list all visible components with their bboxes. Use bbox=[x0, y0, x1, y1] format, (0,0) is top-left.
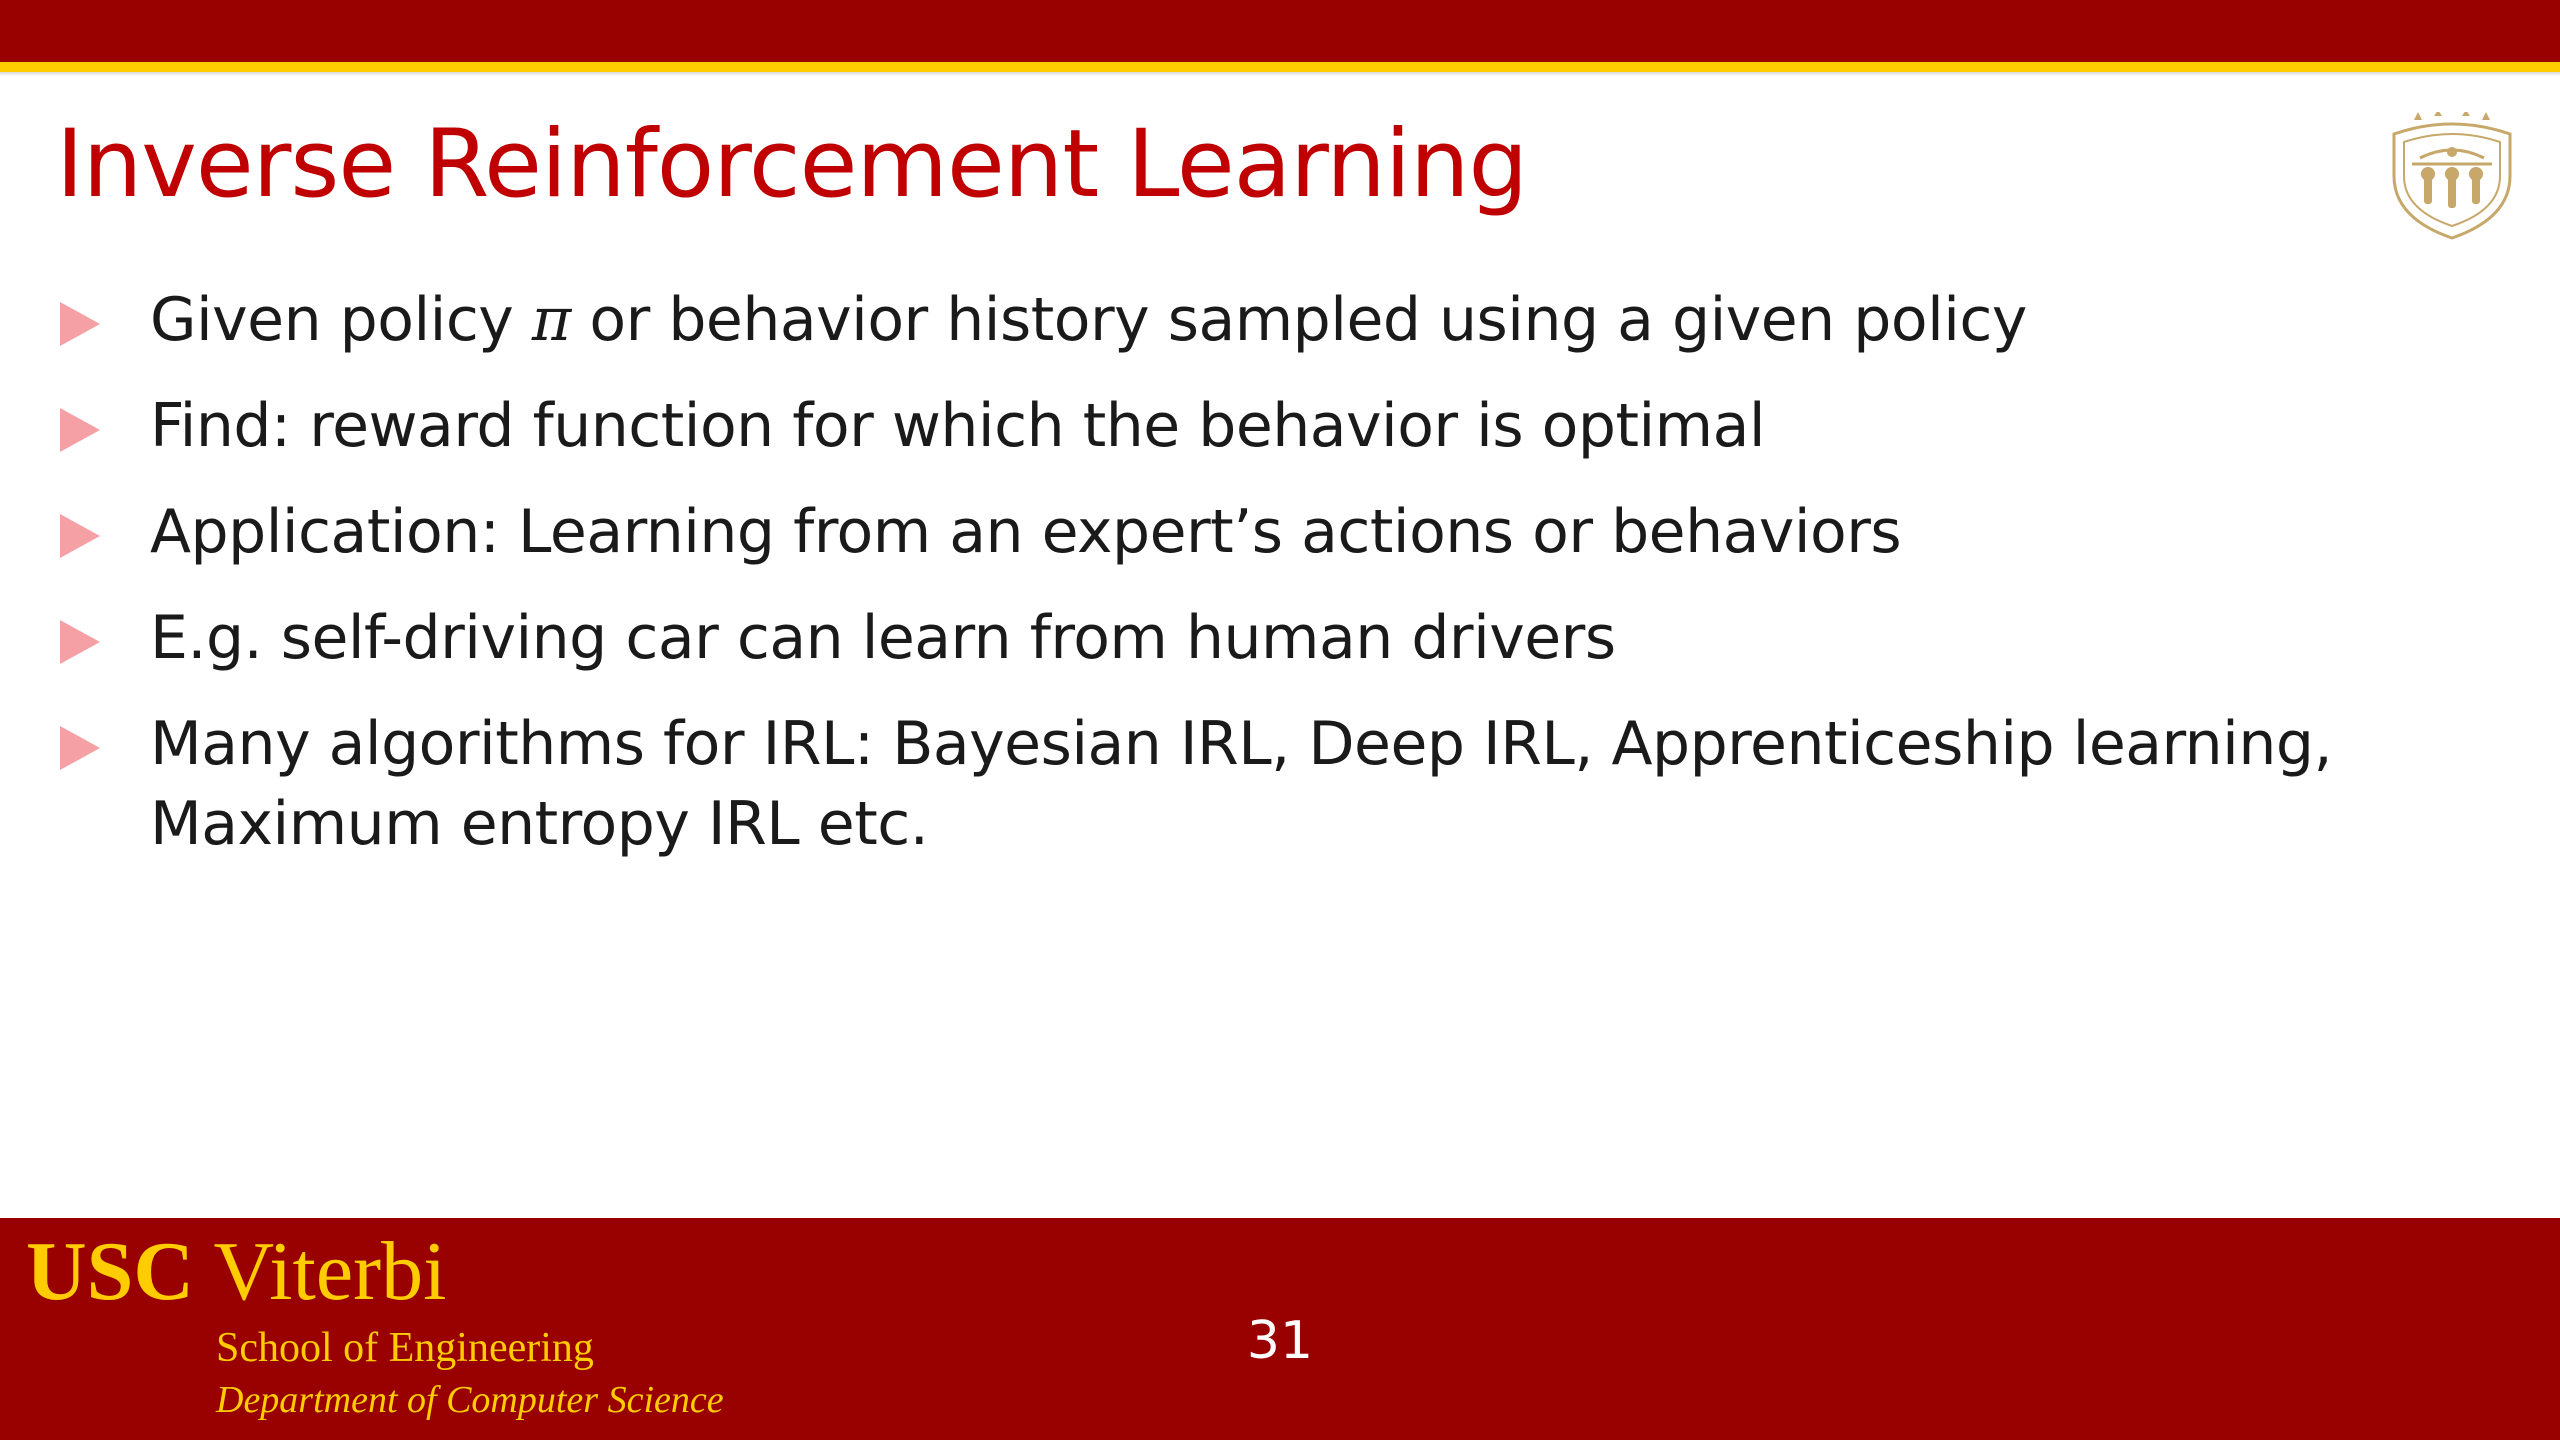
slide-title: Inverse Reinforcement Learning bbox=[56, 110, 1528, 219]
triangle-bullet-icon bbox=[60, 408, 100, 452]
usc-seal-icon bbox=[2384, 112, 2520, 242]
bullet-text: Given policy bbox=[150, 285, 532, 355]
bullet-list bbox=[56, 280, 2496, 890]
logo-usc-text: USC bbox=[26, 1225, 195, 1318]
header-stripe-shadow bbox=[0, 72, 2560, 76]
triangle-bullet-icon bbox=[60, 620, 100, 664]
bullet-item bbox=[56, 704, 2496, 864]
pi-symbol: π bbox=[531, 285, 571, 355]
triangle-bullet-icon bbox=[60, 726, 100, 770]
bullet-item bbox=[56, 598, 2496, 678]
bullet-item bbox=[56, 492, 2496, 572]
bullet-text: E.g. self-driving car can learn from human drivers bbox=[150, 603, 1616, 673]
bullet-text: Maximum entropy IRL etc. bbox=[150, 789, 929, 859]
page-number: 31 bbox=[1246, 1311, 1314, 1371]
bullet-item bbox=[56, 386, 2496, 466]
usc-viterbi-logo bbox=[26, 1222, 446, 1322]
header-bar bbox=[0, 0, 2560, 62]
bullet-item bbox=[56, 280, 2496, 360]
triangle-bullet-icon bbox=[60, 302, 100, 346]
header-gold-stripe bbox=[0, 62, 2560, 72]
school-name: School of Engineering bbox=[216, 1325, 594, 1371]
bullet-text: Application: Learning from an expert’s actions or behaviors bbox=[150, 497, 1902, 567]
bullet-text: Many algorithms for IRL: Bayesian IRL, Deep IRL, Apprenticeship learning, bbox=[150, 709, 2333, 779]
bullet-text: or behavior history sampled using a given policy bbox=[570, 285, 2027, 355]
triangle-bullet-icon bbox=[60, 514, 100, 558]
department-name: Department of Computer Science bbox=[216, 1379, 724, 1421]
bullet-text: Find: reward function for which the behavior is optimal bbox=[150, 391, 1766, 461]
logo-viterbi-text: Viterbi bbox=[213, 1225, 447, 1318]
